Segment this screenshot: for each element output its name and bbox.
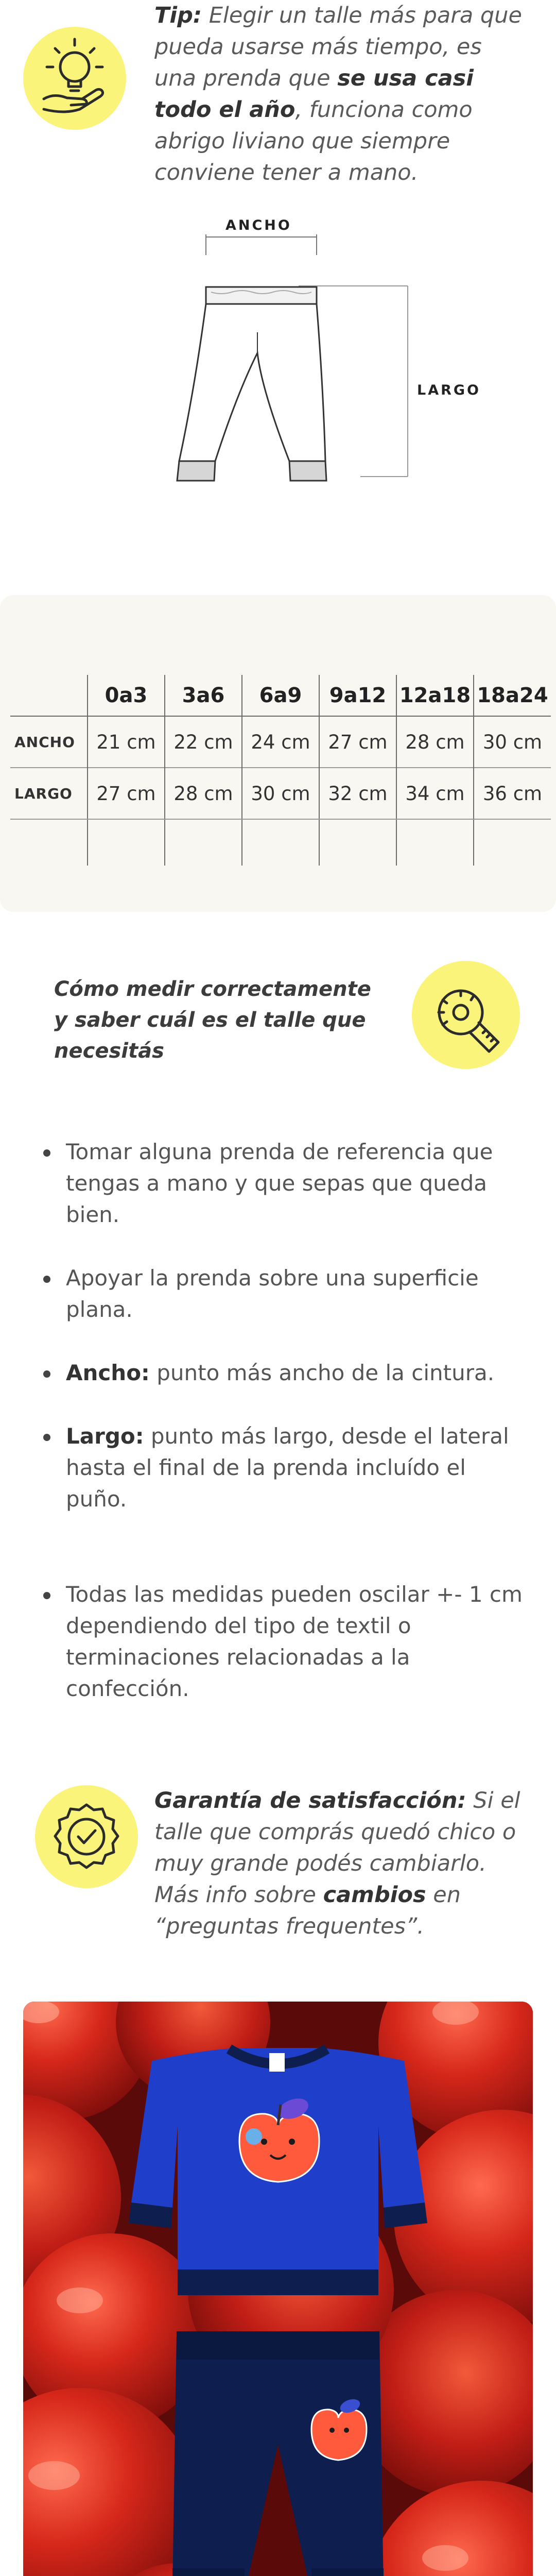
product-photo xyxy=(23,2002,533,2576)
tip-bold: se usa casi todo el año xyxy=(154,65,474,123)
table-cell: 30 cm xyxy=(474,716,551,768)
table-row xyxy=(10,716,551,768)
bullet-label: Ancho: xyxy=(66,1360,150,1385)
list-item xyxy=(41,1420,525,1515)
size-header: 18a24 xyxy=(474,675,551,716)
lightbulb-hand-icon xyxy=(23,27,126,130)
size-header: 12a18 xyxy=(396,675,474,716)
tip-text-part2: , funciona como abrigo liviano que siempre conviene tener a mano. xyxy=(154,97,473,185)
bullet-text: punto más ancho de la cintura. xyxy=(149,1360,495,1385)
measuring-tape-icon xyxy=(412,961,520,1069)
table-row xyxy=(10,768,551,819)
ancho-diagram-label: ANCHO xyxy=(225,217,292,233)
table-cell: 28 cm xyxy=(396,716,474,768)
list-item xyxy=(41,1579,525,1704)
tip-text-part1: Elegir un talle más para que pueda usarse más tiempo, es una prenda que xyxy=(154,3,522,91)
table-cell: 34 cm xyxy=(396,768,474,819)
guarantee-text-part2: en “preguntas frequentes”. xyxy=(154,1882,461,1939)
size-header: 3a6 xyxy=(165,675,242,716)
tip-text xyxy=(154,0,525,189)
guarantee-bold: cambios xyxy=(323,1882,426,1908)
largo-diagram-label: LARGO xyxy=(417,382,481,398)
bullet-text: Apoyar la prenda sobre una superficie plana. xyxy=(66,1265,479,1322)
tip-label: Tip: xyxy=(154,3,202,28)
bullet-text: punto más largo, desde el lateral hasta el final de la prenda incluído el puño. xyxy=(66,1423,509,1512)
apples-background xyxy=(23,2002,533,2576)
guarantee-badge-icon xyxy=(35,1785,138,1888)
bullet-text: Tomar alguna prenda de referencia que tengas a mano y que sepas que queda bien. xyxy=(66,1139,493,1227)
measure-instructions-list xyxy=(41,1136,525,1704)
size-header: 6a9 xyxy=(242,675,319,716)
table-cell: 21 cm xyxy=(88,716,165,768)
size-table xyxy=(10,675,551,866)
table-cell: 32 cm xyxy=(319,768,396,819)
row-label: LARGO xyxy=(10,768,88,819)
table-cell: 28 cm xyxy=(165,768,242,819)
table-corner xyxy=(10,675,88,716)
size-header: 9a12 xyxy=(319,675,396,716)
bullet-label: Largo: xyxy=(66,1423,144,1449)
pants-diagram xyxy=(170,234,417,492)
table-cell: 30 cm xyxy=(242,768,319,819)
list-item xyxy=(41,1262,525,1325)
table-cell: 24 cm xyxy=(242,716,319,768)
table-cell: 27 cm xyxy=(319,716,396,768)
guarantee-label: Garantía de satisfacción: xyxy=(154,1788,466,1814)
table-cell: 36 cm xyxy=(474,768,551,819)
size-header: 0a3 xyxy=(88,675,165,716)
list-item xyxy=(41,1357,525,1388)
table-cell: 22 cm xyxy=(165,716,242,768)
guarantee-text xyxy=(154,1785,525,1942)
bullet-text: Todas las medidas pueden oscilar +- 1 cm dependiendo del tipo de textil o terminaciones relacionadas a la confección. xyxy=(66,1582,523,1701)
row-label: ANCHO xyxy=(10,716,88,768)
guarantee-text-part1: Si el talle que comprás quedó chico o muy grande podés cambiarlo. Más info sobre xyxy=(154,1788,520,1908)
table-cell: 27 cm xyxy=(88,768,165,819)
measure-guide-title: Cómo medir correctamente y saber cuál es el talle que necesitás xyxy=(54,977,371,1063)
list-item xyxy=(41,1136,525,1230)
